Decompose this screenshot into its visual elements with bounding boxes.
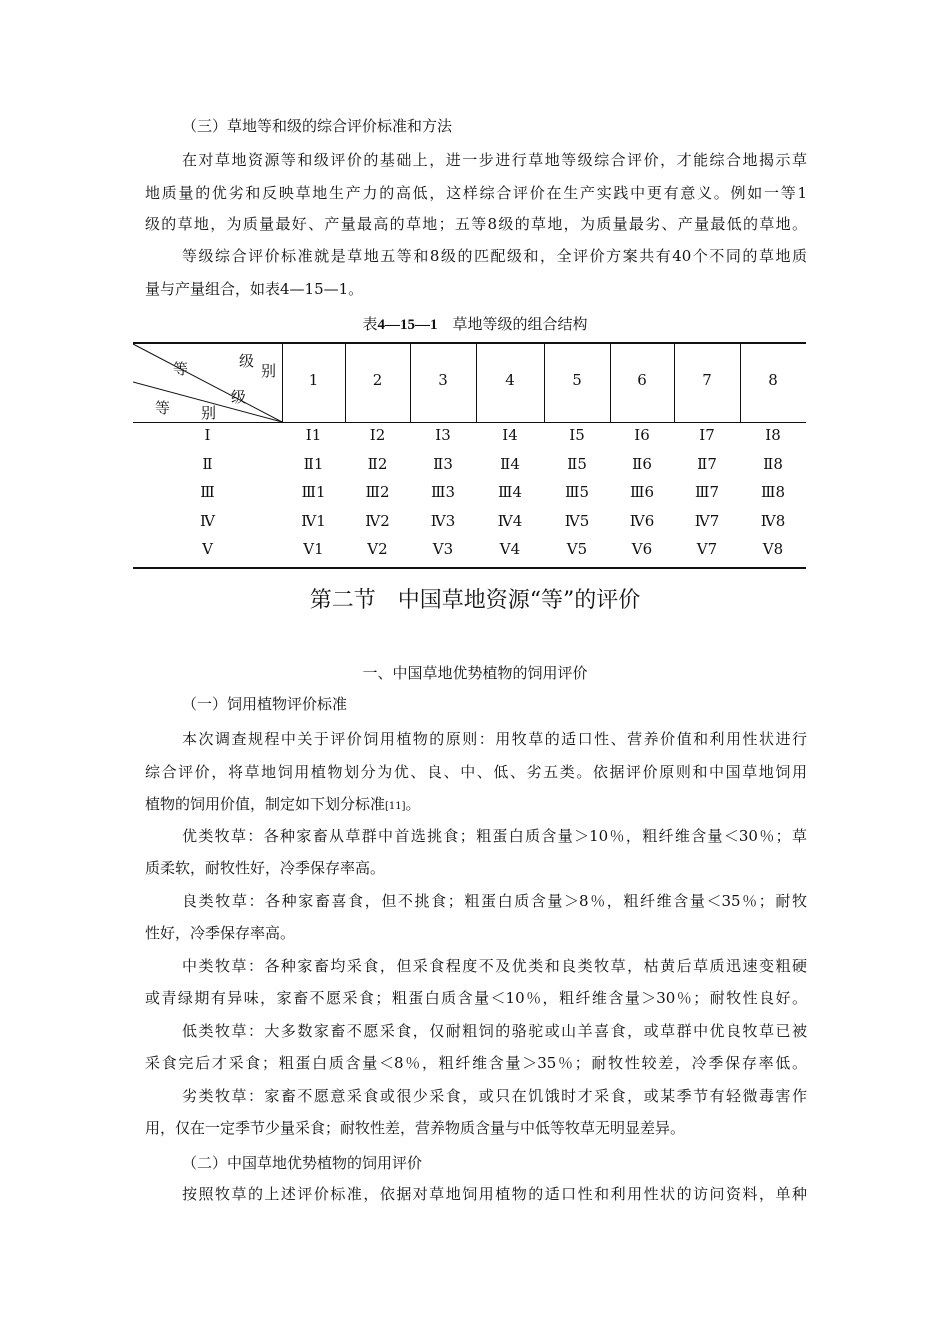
p-di-line-2: 采食完后才采食；粗蛋白质含量＜8％，粗纤维含量＞35％；耐牧性较差，冷季保存率低。 bbox=[145, 1054, 807, 1072]
table-cell: Ⅲ2 bbox=[365, 483, 390, 501]
table-cell: Ⅱ7 bbox=[697, 455, 717, 473]
row-label: Ⅱ bbox=[202, 455, 213, 473]
table-cell: Ⅰ4 bbox=[502, 426, 518, 444]
p3-line-3: 植物的饲用价值，制定如下划分标准[11]。 bbox=[145, 795, 421, 813]
p-di-line-1: 低类牧草：大多数家畜不愿采食，仅耐粗饲的骆驼或山羊喜食，或草群中优良牧草已被 bbox=[182, 1022, 807, 1040]
table-cell: Ⅰ1 bbox=[305, 426, 322, 444]
table-cell: Ⅴ6 bbox=[631, 540, 653, 558]
table-cell: Ⅰ3 bbox=[435, 426, 451, 444]
table-cell: Ⅰ5 bbox=[569, 426, 585, 444]
col-header: 1 bbox=[308, 371, 319, 389]
heading-1: 一、中国草地优势植物的饲用评价 bbox=[362, 664, 588, 682]
table-cell: Ⅳ4 bbox=[497, 512, 523, 530]
grade-combination-table bbox=[133, 342, 806, 569]
table-cell: Ⅰ7 bbox=[699, 426, 715, 444]
p-last-line-1: 按照牧草的上述评价标准，依据对草地饲用植物的适口性和利用性状的访问资料，单种 bbox=[182, 1185, 807, 1203]
table-cell: Ⅲ4 bbox=[497, 483, 522, 501]
p-lie-line-2: 用，仅在一定季节少量采食；耐牧性差，营养物质含量与中低等牧草无明显差异。 bbox=[145, 1119, 686, 1137]
p1-line-2: 地质量的优劣和反映草地生产力的高低，这样综合评价在生产实践中更有意义。例如一等1 bbox=[145, 184, 807, 202]
table-cell: Ⅳ7 bbox=[694, 512, 720, 530]
table-cell: Ⅱ1 bbox=[303, 455, 324, 473]
section3-title: （三）草地等和级的综合评价标准和方法 bbox=[182, 117, 453, 135]
table-cell: Ⅴ4 bbox=[499, 540, 521, 558]
row-label: Ⅰ bbox=[204, 426, 211, 444]
p1-line-1: 在对草地资源等和级评价的基础上，进一步进行草地等级综合评价，才能综合地揭示草 bbox=[182, 151, 807, 169]
table-cell: Ⅳ5 bbox=[564, 512, 590, 530]
p-liang-line-2: 性好，冷季保存率高。 bbox=[145, 924, 296, 942]
table-cell: Ⅴ1 bbox=[303, 540, 324, 558]
table-cell: Ⅱ3 bbox=[433, 455, 453, 473]
table-cell: Ⅱ5 bbox=[567, 455, 587, 473]
col-header: 5 bbox=[572, 371, 582, 389]
corner-bie2: 别 bbox=[201, 404, 217, 422]
table-cell: Ⅰ2 bbox=[369, 426, 386, 444]
table-caption-number: 4—15—1 bbox=[377, 317, 438, 333]
table-cell: Ⅳ2 bbox=[365, 512, 390, 530]
corner-ji: 级 bbox=[239, 352, 255, 370]
table-cell: Ⅲ5 bbox=[564, 483, 589, 501]
p3-line-1: 本次调查规程中关于评价饲用植物的原则：用牧草的适口性、营养价值和利用性状进行 bbox=[182, 730, 807, 748]
p2-line-1: 等级综合评价标准就是草地五等和8级的匹配级和，全评价方案共有40个不同的草地质 bbox=[182, 247, 807, 265]
table-caption bbox=[0, 314, 950, 335]
col-header: 6 bbox=[637, 371, 647, 389]
table-caption-prefix: 表 bbox=[362, 315, 378, 333]
p-lie-line-1: 劣类牧草：家畜不愿意采食或很少采食，或只在饥饿时才采食，或某季节有轻微毒害作 bbox=[182, 1087, 807, 1105]
citation-ref: [11] bbox=[385, 801, 406, 812]
table-cell: Ⅴ8 bbox=[762, 540, 784, 558]
table-cell: Ⅲ1 bbox=[301, 483, 326, 501]
sub-heading-1: （一）饲用植物评价标准 bbox=[182, 695, 348, 713]
corner-ji2: 级 bbox=[231, 388, 247, 406]
corner-deng2: 等 bbox=[155, 399, 171, 417]
p-zhong-line-1: 中类牧草：各种家畜均采食，但采食程度不及优类和良类牧草，枯黄后草质迅速变粗硬 bbox=[182, 957, 807, 975]
table-cell: Ⅴ7 bbox=[696, 540, 718, 558]
row-label: Ⅳ bbox=[200, 512, 215, 530]
sub-heading-2: （二）中国草地优势植物的饲用评价 bbox=[182, 1154, 423, 1172]
table-cell: Ⅱ2 bbox=[367, 455, 388, 473]
table-caption-title: 草地等级的组合结构 bbox=[452, 315, 588, 333]
table-cell: Ⅰ8 bbox=[765, 426, 781, 444]
corner-deng: 等 bbox=[173, 360, 189, 378]
col-header: 4 bbox=[505, 371, 515, 389]
p-zhong-line-2: 或青绿期有异味，家畜不愿采食；粗蛋白质含量＜10％，粗纤维含量＞30％；耐牧性良好。 bbox=[145, 989, 807, 1007]
table-cell: Ⅱ8 bbox=[763, 455, 783, 473]
table-cell: Ⅳ6 bbox=[629, 512, 655, 530]
col-header: 2 bbox=[372, 371, 383, 389]
table-cell: Ⅴ3 bbox=[432, 540, 454, 558]
row-label: Ⅴ bbox=[202, 540, 213, 558]
corner-bie: 别 bbox=[261, 362, 277, 380]
table-cell: Ⅴ2 bbox=[367, 540, 388, 558]
table-cell: Ⅳ8 bbox=[760, 512, 786, 530]
table-cell: Ⅱ6 bbox=[632, 455, 652, 473]
col-header: 3 bbox=[438, 371, 448, 389]
row-label: Ⅲ bbox=[200, 483, 215, 501]
table-cell: Ⅳ3 bbox=[430, 512, 456, 530]
col-header: 7 bbox=[702, 371, 712, 389]
p3-line-2: 综合评价，将草地饲用植物划分为优、良、中、低、劣五类。依据评价原则和中国草地饲用 bbox=[145, 763, 807, 781]
p-you-line-1: 优类牧草：各种家畜从草群中首选挑食；粗蛋白质含量＞10％，粗纤维含量＜30％；草 bbox=[182, 827, 807, 845]
table-cell: Ⅴ5 bbox=[566, 540, 588, 558]
section-title: 第二节 中国草地资源“等”的评价 bbox=[309, 588, 641, 613]
table-cell: Ⅲ8 bbox=[760, 483, 785, 501]
table-cell: Ⅳ1 bbox=[301, 512, 326, 530]
table-cell: Ⅲ6 bbox=[629, 483, 654, 501]
table-cell: Ⅱ4 bbox=[500, 455, 520, 473]
p2-line-2: 量与产量组合，如表4—15—1。 bbox=[145, 280, 364, 298]
p-you-line-2: 质柔软，耐牧性好，冷季保存率高。 bbox=[145, 859, 386, 877]
table-cell: Ⅰ6 bbox=[634, 426, 650, 444]
p1-line-3: 级的草地，为质量最好、产量最高的草地；五等8级的草地，为质量最劣、产量最低的草地。 bbox=[145, 215, 807, 233]
p-liang-line-1: 良类牧草：各种家畜喜食，但不挑食；粗蛋白质含量＞8％，粗纤维含量＜35％；耐牧 bbox=[182, 892, 807, 910]
table-cell: Ⅲ7 bbox=[694, 483, 719, 501]
table-cell: Ⅲ3 bbox=[430, 483, 455, 501]
col-header: 8 bbox=[768, 371, 778, 389]
